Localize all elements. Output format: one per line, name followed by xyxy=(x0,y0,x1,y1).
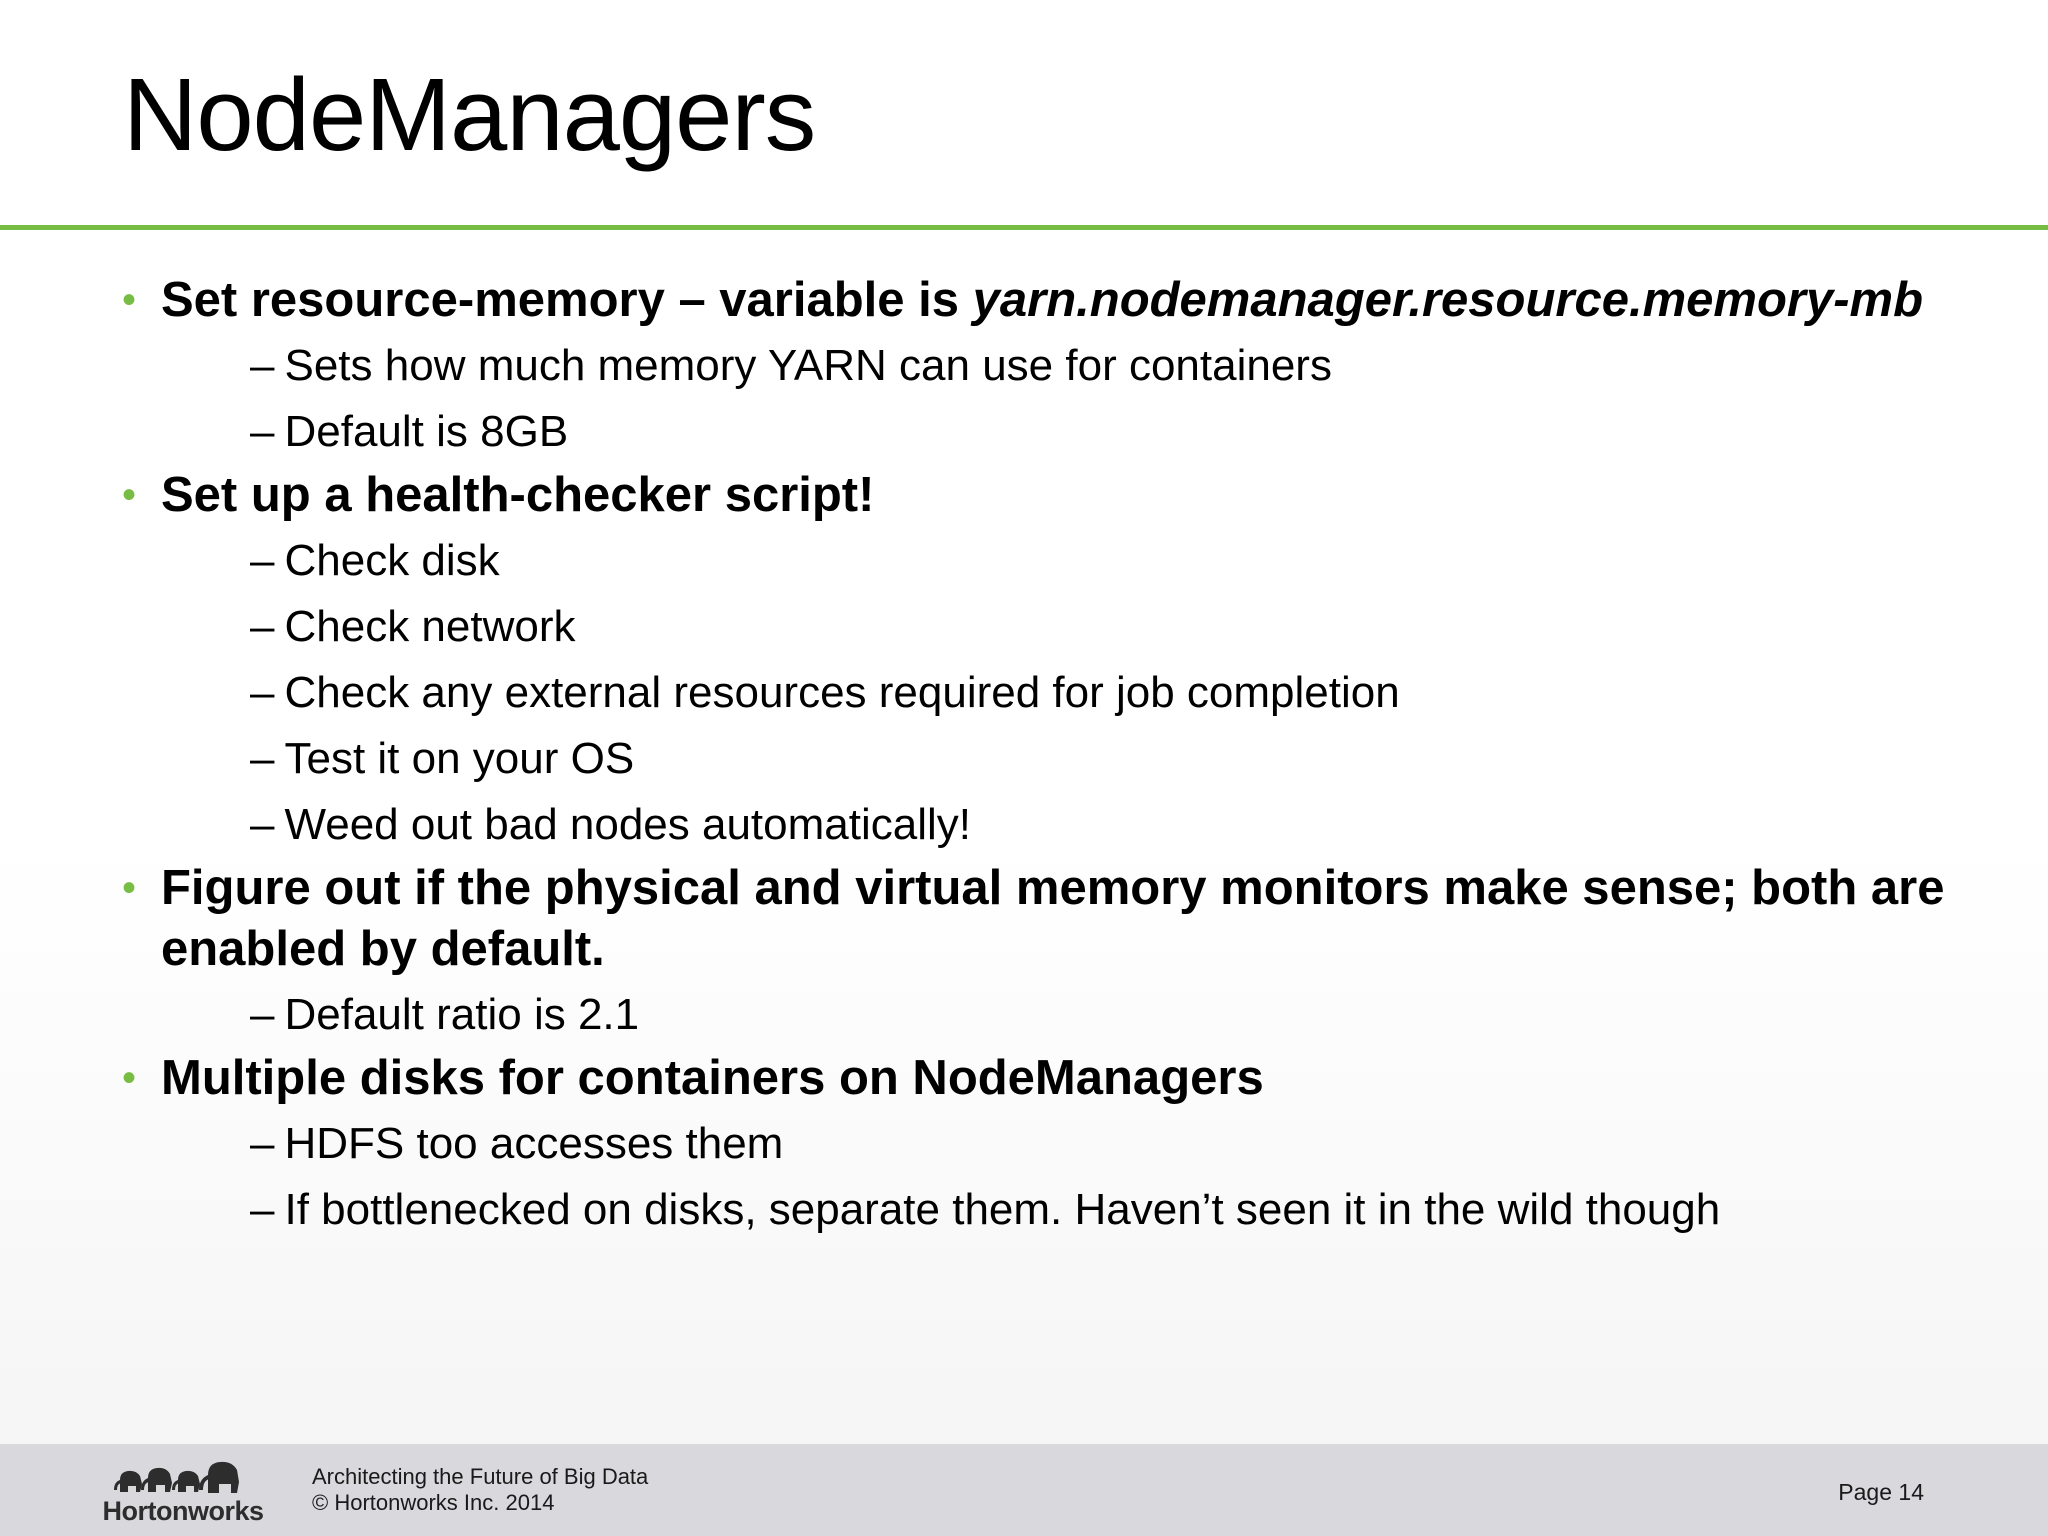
title-divider xyxy=(0,225,2048,230)
sub-list xyxy=(120,333,1950,465)
sub-item: – Check network xyxy=(250,602,576,651)
bullet-group-multiple-disks xyxy=(120,1048,1950,1243)
elephant-herd-icon xyxy=(98,1458,268,1498)
logo-wordmark: Hortonworks xyxy=(102,1496,264,1526)
bullet-dot-icon: • xyxy=(122,1056,137,1100)
footer-text xyxy=(312,1464,648,1516)
slide-content xyxy=(120,270,1950,1243)
bullet-text: Figure out if the physical and virtual memory monitors make sense; both are enabled by default. xyxy=(161,861,1945,976)
bullet-dot-icon: • xyxy=(122,473,137,517)
bullet-text: Multiple disks for containers on NodeManagers xyxy=(161,1051,1264,1105)
bullet-text: Set resource-memory – variable is xyxy=(161,273,973,327)
footer-tagline: Architecting the Future of Big Data xyxy=(312,1464,649,1489)
sub-item: – Sets how much memory YARN can use for containers xyxy=(250,341,1332,390)
sub-list xyxy=(120,982,1950,1048)
bullet-dot-icon: • xyxy=(122,278,137,322)
sub-item: – Default is 8GB xyxy=(250,407,569,456)
sub-item-text: Weed out bad nodes automatically! xyxy=(284,800,971,849)
sub-item: – Test it on your OS xyxy=(250,734,635,783)
sub-item-text: Test it on your OS xyxy=(284,734,635,783)
sub-item-text: Check network xyxy=(284,602,576,651)
bullet-group-resource-memory xyxy=(120,270,1950,465)
sub-item-text: Default ratio is 2.1 xyxy=(284,990,640,1039)
bullet-item xyxy=(120,1048,1950,1109)
sub-item-text: Check any external resources required for job completion xyxy=(284,668,1400,717)
sub-item: – HDFS too accesses them xyxy=(250,1119,784,1168)
slide-footer xyxy=(0,1444,2048,1536)
sub-item: – Check disk xyxy=(250,536,500,585)
sub-item-text: HDFS too accesses them xyxy=(284,1119,784,1168)
sub-item: – Weed out bad nodes automatically! xyxy=(250,800,971,849)
bullet-group-memory-monitors xyxy=(120,858,1950,1048)
bullet-item xyxy=(120,858,1950,980)
sub-item: – Check any external resources required for job completion xyxy=(250,668,1400,717)
bullet-text: Set up a health-checker script! xyxy=(161,468,875,522)
footer-copyright: © Hortonworks Inc. 2014 xyxy=(312,1490,555,1515)
sub-item-text: Default is 8GB xyxy=(284,407,569,456)
sub-list xyxy=(120,1111,1950,1243)
sub-item: – Default ratio is 2.1 xyxy=(250,990,640,1039)
sub-list xyxy=(120,528,1950,858)
sub-item-text: Sets how much memory YARN can use for containers xyxy=(284,341,1332,390)
slide-title: NodeManagers xyxy=(123,57,816,172)
bullet-dot-icon: • xyxy=(122,866,137,910)
bullet-item xyxy=(120,465,1950,526)
sub-item: – If bottlenecked on disks, separate them. Haven’t seen it in the wild though xyxy=(250,1185,1721,1234)
bullet-emphasis: yarn.nodemanager.resource.memory-mb xyxy=(972,273,1924,327)
page-number: Page 14 xyxy=(1838,1479,1924,1505)
hortonworks-logo xyxy=(98,1458,268,1528)
sub-item-text: Check disk xyxy=(284,536,500,585)
bullet-group-health-checker xyxy=(120,465,1950,858)
sub-item-text: If bottlenecked on disks, separate them. Haven’t seen it in the wild though xyxy=(284,1185,1721,1234)
bullet-item xyxy=(120,270,1950,331)
